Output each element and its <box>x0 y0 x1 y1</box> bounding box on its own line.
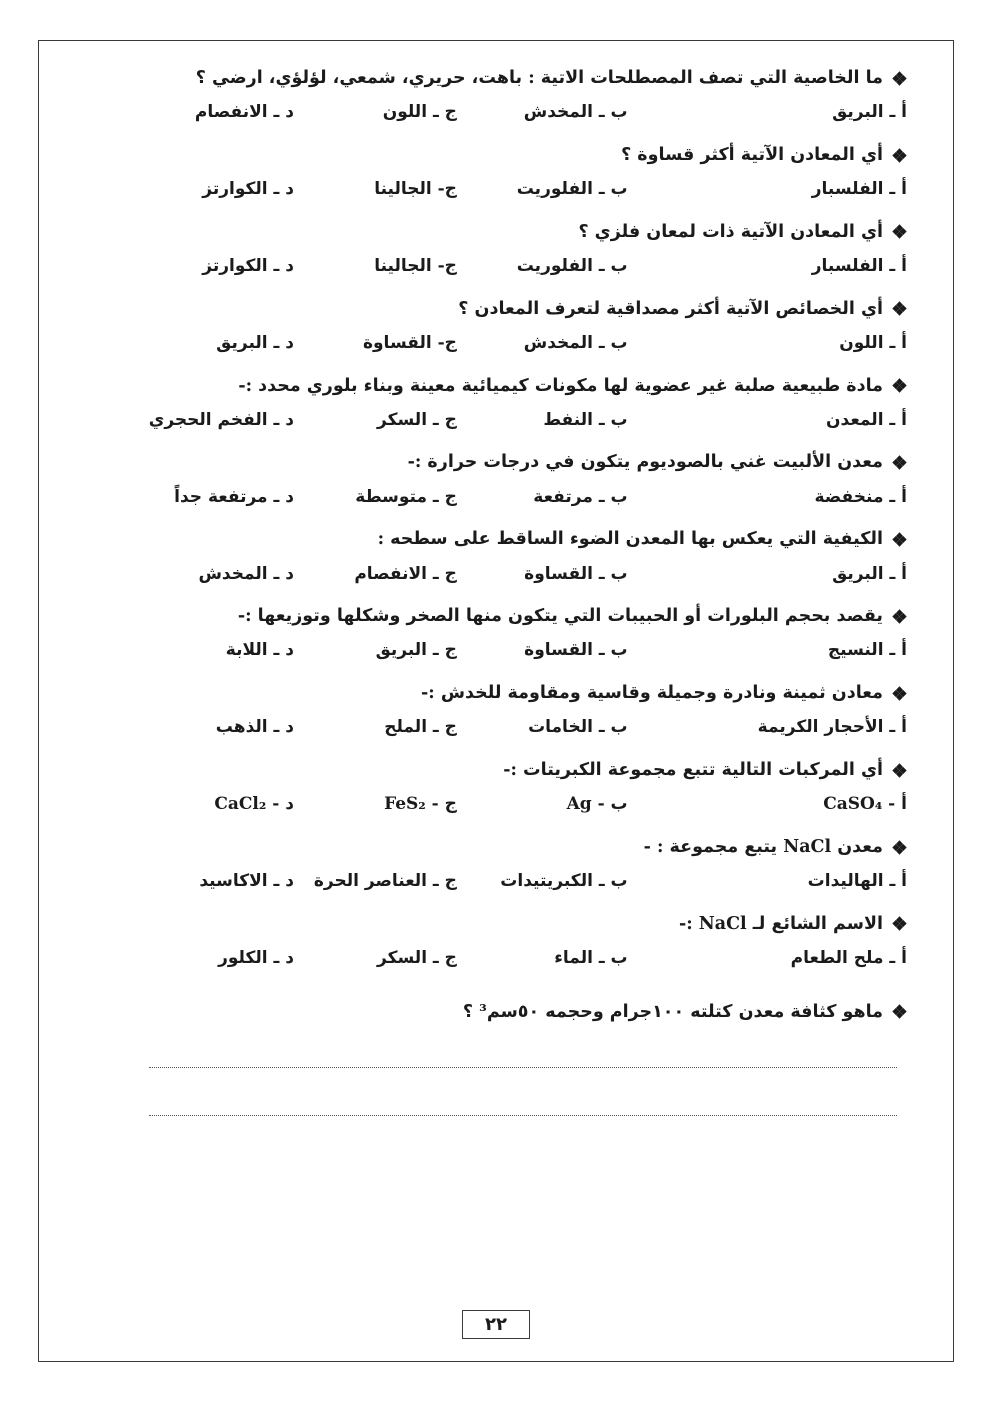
option-a: أ - CaSO₄ <box>823 794 907 815</box>
option-b: ب ـ الكبريتيدات <box>500 871 628 892</box>
question-text: معادن ثمينة ونادرة وجميلة وقاسية ومقاومة للخدش :- <box>421 683 883 704</box>
question-text: أي الخصائص الآتية أكثر مصداقية لتعرف المعادن ؟ <box>458 298 883 319</box>
option-b: ب ـ الفلوريت <box>516 179 628 200</box>
question-text: الاسم الشائع لـ NaCl :- <box>678 913 883 934</box>
options-row <box>131 792 907 817</box>
option-d: د ـ مرتفعة جداً <box>174 486 294 507</box>
option-a: أ ـ الفلسبار <box>811 179 907 200</box>
option-d: د ـ الاكاسيد <box>199 871 294 892</box>
option-d: د ـ الذهب <box>215 717 294 738</box>
option-a: أ ـ الأحجار الكريمة <box>757 717 907 738</box>
option-b: ب ـ الماء <box>554 948 628 969</box>
diamond-bullet-icon <box>892 148 907 163</box>
question-line <box>131 999 907 1025</box>
question-line <box>131 219 907 245</box>
diamond-bullet-icon <box>892 763 907 778</box>
question-text: أي المعادن الآتية ذات لمعان فلزي ؟ <box>578 221 883 242</box>
answer-area <box>131 1067 907 1116</box>
option-a: أ ـ منخفضة <box>814 486 907 507</box>
options-row <box>131 254 907 279</box>
option-c: ج- الجالينا <box>374 179 457 200</box>
diamond-bullet-icon <box>892 378 907 393</box>
question <box>131 449 907 509</box>
question <box>131 219 907 279</box>
question <box>131 911 907 971</box>
question-line <box>131 526 907 552</box>
options-row <box>131 100 907 125</box>
question-text: ماهو كثافة معدن كتلته ١٠٠جرام وحجمه ٥٠سم³ ؟ <box>462 1001 883 1022</box>
page-number: ٢٢ <box>462 1310 530 1339</box>
question-text: ما الخاصية التي تصف المصطلحات الاتية : باهت، حريري، شمعي، لؤلؤي، ارضي ؟ <box>195 68 883 88</box>
question-line <box>131 680 907 706</box>
option-c: ج ـ الملح <box>384 717 457 738</box>
question <box>131 757 907 817</box>
question-line <box>131 373 907 399</box>
option-c: ج- الجالينا <box>374 256 457 277</box>
option-b: ب ـ الخامات <box>528 717 628 738</box>
question-text: مادة طبيعية صلبة غير عضوية لها مكونات كيميائية معينة وبناء بلوري محدد :- <box>238 375 883 396</box>
options-row <box>131 331 907 356</box>
options-row <box>131 638 907 663</box>
question-line <box>131 449 907 475</box>
option-c: ج- القساوة <box>362 332 457 353</box>
diamond-bullet-icon <box>892 455 907 470</box>
option-b: ب ـ القساوة <box>524 563 628 584</box>
option-a: أ ـ اللون <box>839 332 907 353</box>
diamond-bullet-icon <box>892 609 907 624</box>
option-d: د ـ الكلور <box>218 948 294 969</box>
question-line <box>131 911 907 937</box>
diamond-bullet-icon <box>892 840 907 855</box>
question-line <box>131 65 907 91</box>
question <box>131 603 907 663</box>
question <box>131 65 907 125</box>
option-b: ب ـ مرتفعة <box>533 486 628 507</box>
diamond-bullet-icon <box>892 224 907 239</box>
options-row <box>131 869 907 894</box>
option-a: أ ـ البريق <box>832 563 907 584</box>
question-text: الكيفية التي يعكس بها المعدن الضوء الساقط على سطحه : <box>377 529 883 550</box>
diamond-bullet-icon <box>892 532 907 547</box>
option-c: ج ـ متوسطة <box>355 486 457 507</box>
option-b: ب ـ النفط <box>543 409 628 430</box>
option-d: د ـ البريق <box>216 332 294 353</box>
question-line <box>131 834 907 860</box>
options-row <box>131 562 907 587</box>
page-content <box>131 65 907 1361</box>
options-row <box>131 485 907 510</box>
option-d: د ـ الكوارتز <box>202 256 294 277</box>
diamond-bullet-icon <box>892 686 907 701</box>
diamond-bullet-icon <box>892 916 907 931</box>
question-text: أي المركبات التالية تتبع مجموعة الكبريتات :- <box>503 760 883 781</box>
option-d: د ـ الانفصام <box>194 102 294 123</box>
option-d: د ـ المخدش <box>198 563 294 584</box>
question <box>131 296 907 356</box>
options-row <box>131 408 907 433</box>
option-a: أ ـ البريق <box>832 102 907 123</box>
option-c: ج ـ البريق <box>375 640 457 661</box>
option-b: ب ـ القساوة <box>524 640 628 661</box>
diamond-bullet-icon <box>892 301 907 316</box>
question <box>131 373 907 433</box>
option-b: ب ـ المخدش <box>523 102 628 123</box>
diamond-bullet-icon <box>892 1004 907 1019</box>
option-b: ب ـ المخدش <box>523 332 628 353</box>
question-line <box>131 296 907 322</box>
question-text: يقصد بحجم البلورات أو الحبيبات التي يتكون منها الصخر وشكلها وتوزيعها :- <box>237 606 883 627</box>
question <box>131 680 907 740</box>
question-text: معدن الألبيت غني بالصوديوم يتكون في درجات حرارة :- <box>407 452 883 473</box>
question <box>131 999 907 1116</box>
option-c: ج ـ الانفصام <box>354 563 457 584</box>
option-a: أ ـ النسيج <box>827 640 907 661</box>
question <box>131 834 907 894</box>
option-d: د ـ الكوارتز <box>202 179 294 200</box>
question-line <box>131 142 907 168</box>
question-text: أي المعادن الآتية أكثر قساوة ؟ <box>621 144 883 165</box>
question-line <box>131 757 907 783</box>
question-line <box>131 603 907 629</box>
page-border <box>38 40 954 1362</box>
option-a: أ ـ الفلسبار <box>811 256 907 277</box>
diamond-bullet-icon <box>892 71 907 86</box>
question <box>131 142 907 202</box>
answer-line <box>149 1067 897 1068</box>
option-b: ب ـ الفلوريت <box>516 256 628 277</box>
option-b: ب - Ag <box>566 794 628 815</box>
option-c: ج ـ السكر <box>377 948 457 969</box>
option-d: د - CaCl₂ <box>214 794 294 815</box>
question-text: معدن NaCl يتبع مجموعة : - <box>643 836 883 857</box>
option-d: د ـ الفخم الحجري <box>148 409 294 430</box>
options-row <box>131 715 907 740</box>
option-a: أ ـ الهاليدات <box>807 871 907 892</box>
question <box>131 526 907 586</box>
option-c: ج ـ اللون <box>382 102 457 123</box>
option-c: ج ـ العناصر الحرة <box>313 871 457 892</box>
options-row <box>131 946 907 971</box>
option-a: أ ـ ملح الطعام <box>790 948 907 969</box>
option-a: أ ـ المعدن <box>825 409 907 430</box>
option-c: ج - FeS₂ <box>384 794 457 815</box>
option-d: د ـ اللابة <box>225 640 294 661</box>
options-row <box>131 177 907 202</box>
answer-line <box>149 1115 897 1116</box>
option-c: ج ـ السكر <box>377 409 457 430</box>
